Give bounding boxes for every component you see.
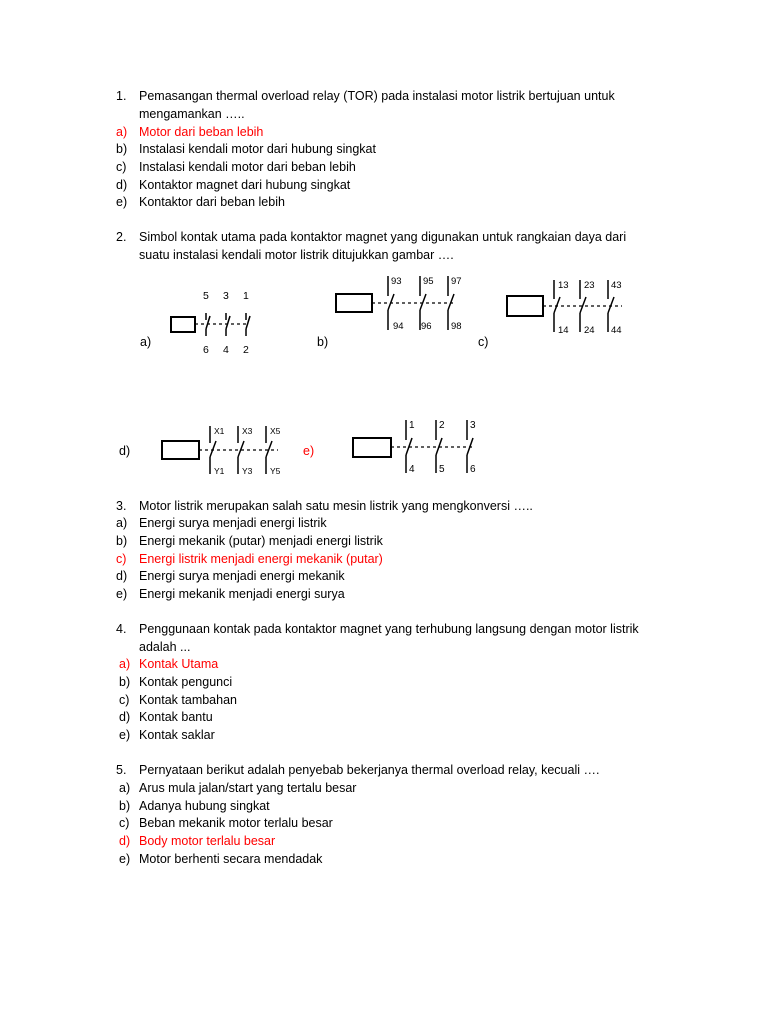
terminal-label-top: 95: [423, 276, 434, 287]
q1-option-d-letter: d): [116, 178, 128, 192]
q2-diagram-e: [350, 418, 482, 476]
question-5-stem-line-1: Pernyataan berikut adalah penyebab bekerjanya thermal overload relay, kecuali ….: [139, 763, 600, 777]
question-3-number: 3.: [116, 499, 127, 513]
q5-option-a-letter: a): [119, 781, 131, 795]
coil-rectangle: [171, 317, 195, 332]
q1-option-a-text: Motor dari beban lebih: [139, 125, 264, 139]
terminal-label-top: 97: [451, 276, 462, 287]
terminal-label-top: 1: [243, 290, 249, 302]
q2-option-e-letter: e): [303, 444, 315, 458]
terminal-label-bottom: 2: [243, 344, 249, 356]
q1-option-c-text: Instalasi kendali motor dari beban lebih: [139, 160, 356, 174]
q1-option-e-text: Kontaktor dari beban lebih: [139, 195, 285, 209]
q2-option-d-letter: d): [119, 444, 131, 458]
terminal-label-bottom: 14: [558, 325, 569, 336]
terminal-label-top: 13: [558, 280, 569, 291]
coil-rectangle: [162, 441, 199, 459]
terminal-label-top: X3: [242, 426, 253, 436]
q3-option-e-letter: e): [116, 587, 128, 601]
q4-option-e-letter: e): [119, 728, 131, 742]
coil-rectangle: [336, 294, 372, 312]
q5-option-b-letter: b): [119, 799, 131, 813]
q4-option-b-letter: b): [119, 675, 131, 689]
terminal-label-bottom: 96: [421, 321, 432, 332]
terminal-label-top: X1: [214, 426, 225, 436]
q2-option-b-letter: b): [317, 335, 329, 349]
terminal-label-top: 1: [409, 420, 415, 431]
q5-option-c-text: Beban mekanik motor terlalu besar: [139, 816, 333, 830]
terminal-label-bottom: 98: [451, 321, 462, 332]
q2-diagram-c: [504, 278, 632, 338]
q4-option-c-letter: c): [119, 693, 130, 707]
terminal-label-bottom: 24: [584, 325, 595, 336]
q3-option-a-letter: a): [116, 516, 128, 530]
q3-option-c-text: Energi listrik menjadi energi mekanik (putar): [139, 552, 383, 566]
q1-option-e-letter: e): [116, 195, 128, 209]
question-4-stem-line-1: Penggunaan kontak pada kontaktor magnet yang terhubung langsung dengan motor listrik: [139, 622, 639, 636]
question-2-stem-line-2: suatu instalasi kendali motor listrik ditujukkan gambar ….: [139, 248, 454, 262]
terminal-label-bottom: 5: [439, 464, 445, 475]
terminal-label-top: 3: [223, 290, 229, 302]
q3-option-a-text: Energi surya menjadi energi listrik: [139, 516, 327, 530]
q5-option-e-text: Motor berhenti secara mendadak: [139, 852, 323, 866]
q5-option-e-letter: e): [119, 852, 131, 866]
terminal-label-bottom: 44: [611, 325, 622, 336]
terminal-label-top: 23: [584, 280, 595, 291]
q5-option-d-text: Body motor terlalu besar: [139, 834, 276, 848]
q1-option-b-text: Instalasi kendali motor dari hubung singkat: [139, 142, 376, 156]
terminal-label-bottom: 6: [203, 344, 209, 356]
q3-option-c-letter: c): [116, 552, 127, 566]
q2-diagram-a: [168, 285, 260, 357]
question-2-stem-line-1: Simbol kontak utama pada kontaktor magnet yang digunakan untuk rangkaian daya dari: [139, 230, 627, 244]
coil-rectangle: [353, 438, 391, 457]
terminal-label-bottom: Y3: [242, 466, 253, 476]
q3-option-d-letter: d): [116, 569, 128, 583]
question-3-stem-line-1: Motor listrik merupakan salah satu mesin listrik yang mengkonversi …..: [139, 499, 533, 513]
terminal-label-bottom: Y5: [270, 466, 281, 476]
q5-option-d-letter: d): [119, 834, 131, 848]
terminal-label-bottom: 6: [470, 464, 476, 475]
q2-option-a-letter: a): [140, 335, 152, 349]
terminal-label-top: 43: [611, 280, 622, 291]
q4-option-e-text: Kontak saklar: [139, 728, 215, 742]
q5-option-b-text: Adanya hubung singkat: [139, 799, 270, 813]
q1-option-c-letter: c): [116, 160, 127, 174]
q5-option-a-text: Arus mula jalan/start yang tertalu besar: [139, 781, 357, 795]
q3-option-b-letter: b): [116, 534, 128, 548]
q2-diagram-b: [334, 274, 466, 334]
terminal-label-top: 5: [203, 290, 209, 302]
q3-option-b-text: Energi mekanik (putar) menjadi energi listrik: [139, 534, 383, 548]
terminal-label-bottom: Y1: [214, 466, 225, 476]
q4-option-a-letter: a): [119, 657, 131, 671]
terminal-label-top: 93: [391, 276, 402, 287]
terminal-label-top: X5: [270, 426, 281, 436]
terminal-label-top: 2: [439, 420, 445, 431]
q1-option-d-text: Kontaktor magnet dari hubung singkat: [139, 178, 351, 192]
question-4-stem-line-2: adalah ...: [139, 640, 191, 654]
q4-option-d-text: Kontak bantu: [139, 710, 213, 724]
coil-rectangle: [507, 296, 543, 316]
terminal-label-bottom: 4: [223, 344, 229, 356]
q1-option-b-letter: b): [116, 142, 128, 156]
terminal-label-bottom: 94: [393, 321, 404, 332]
q2-option-c-letter: c): [478, 335, 489, 349]
q4-option-d-letter: d): [119, 710, 131, 724]
question-4-number: 4.: [116, 622, 127, 636]
terminal-label-bottom: 4: [409, 464, 415, 475]
q3-option-e-text: Energi mekanik menjadi energi surya: [139, 587, 345, 601]
q2-diagram-d: [160, 422, 290, 478]
question-2-number: 2.: [116, 230, 127, 244]
question-5-number: 5.: [116, 763, 127, 777]
question-1-stem-line-1: Pemasangan thermal overload relay (TOR) pada instalasi motor listrik bertujuan untuk: [139, 89, 615, 103]
q4-option-a-text: Kontak Utama: [139, 657, 219, 671]
q3-option-d-text: Energi surya menjadi energi mekanik: [139, 569, 345, 583]
q4-option-c-text: Kontak tambahan: [139, 693, 237, 707]
q1-option-a-letter: a): [116, 125, 128, 139]
q5-option-c-letter: c): [119, 816, 130, 830]
question-1-stem-line-2: mengamankan …..: [139, 107, 245, 121]
terminal-label-top: 3: [470, 420, 476, 431]
q4-option-b-text: Kontak pengunci: [139, 675, 233, 689]
question-1-number: 1.: [116, 89, 127, 103]
